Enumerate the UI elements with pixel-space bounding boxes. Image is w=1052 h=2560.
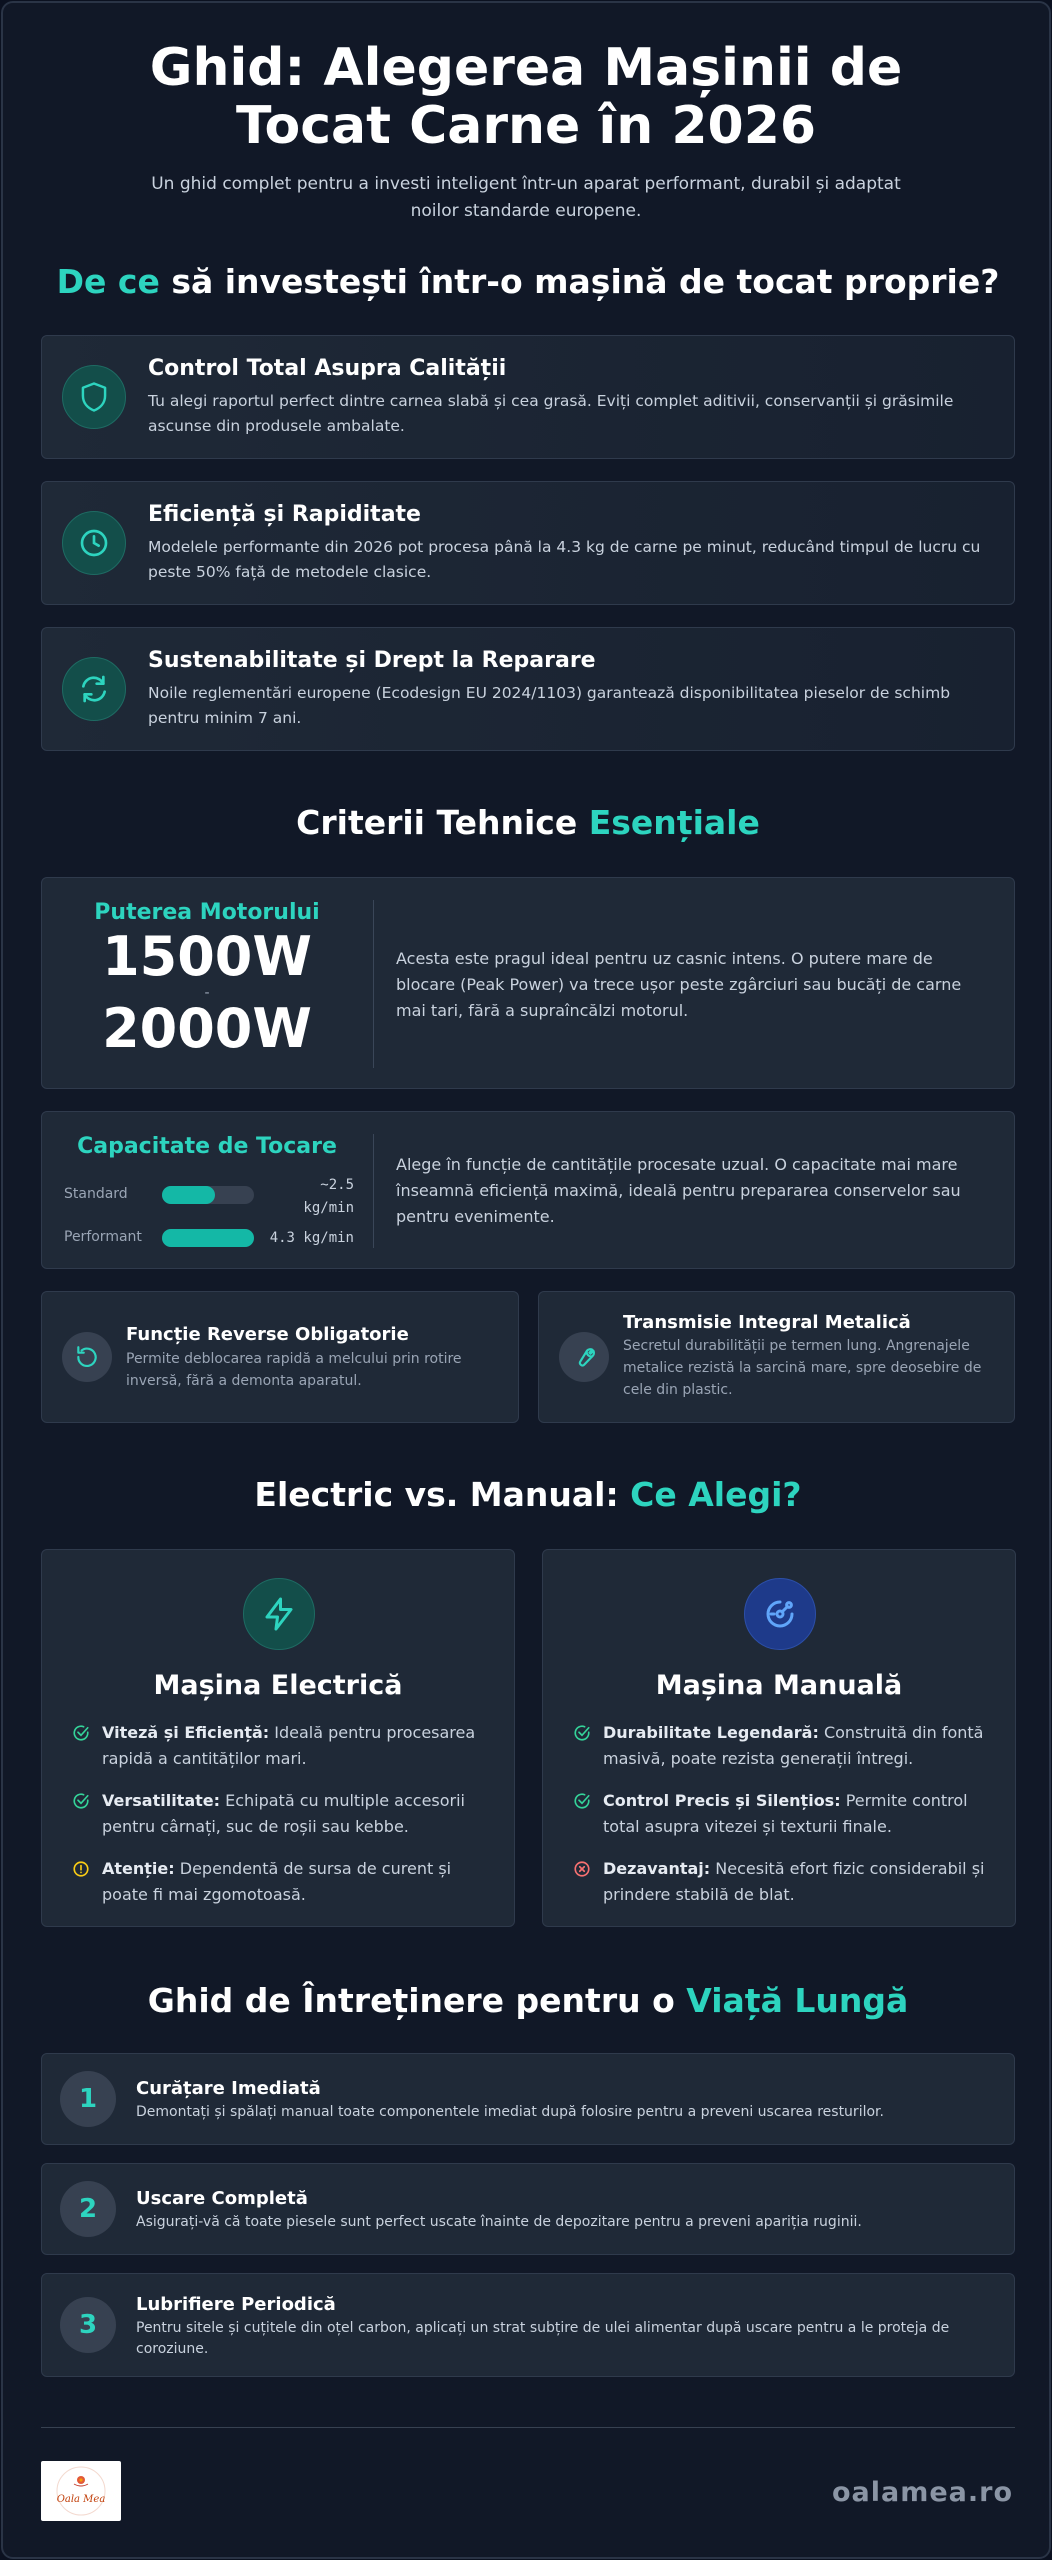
capacity-card — [41, 1111, 1015, 1269]
check-circle-icon — [72, 1792, 90, 1818]
footer-logo-text: Oala Mea — [56, 2494, 106, 2505]
refresh-icon — [62, 657, 126, 721]
electric-item: Viteză și Eficiență: Ideală pentru procesarea rapidă a cantităților mari. — [72, 1720, 492, 1772]
maintenance-step — [41, 2053, 1015, 2145]
manual-item: Durabilitate Legendară: Construită din fontă masivă, poate rezista generații întregi. — [573, 1720, 993, 1772]
power-separator: - — [204, 985, 210, 1001]
step-text: Demontați și spălați manual toate componentele imediat după folosire pentru a preveni uscarea resturilor. — [136, 2104, 884, 2120]
why-item-title: Eficiență și Rapiditate — [148, 502, 421, 527]
manual-item: Control Precis și Silențios: Permite control total asupra vitezei și texturii finale. — [573, 1788, 993, 1840]
page-title: Ghid: Alegerea Mașinii de Tocat Carne în 2026 — [149, 38, 903, 156]
clock-icon — [62, 511, 126, 575]
criteria-section-title: Criterii Tehnice Esențiale — [296, 803, 760, 842]
capacity-row-label: Standard — [64, 1186, 128, 1202]
capacity-description: Alege în funcție de cantitățile procesate uzual. O capacitate mai mare înseamnă eficiență maximă, ideală pentru prepararea conservelor sau pentru evenimente. — [396, 1155, 961, 1226]
wrench-icon — [559, 1332, 609, 1382]
manual-title: Mașina Manuală — [655, 1670, 903, 1701]
maintenance-step — [41, 2273, 1015, 2377]
pot-logo-icon — [41, 2461, 121, 2521]
divider — [373, 900, 374, 1068]
feature-text: Permite deblocarea rapidă a melcului prin rotire inversă, fără a demonta aparatul. — [126, 1351, 462, 1389]
capacity-row-value: ~2.5 kg/min — [303, 1177, 354, 1216]
electric-item: Versatilitate: Echipată cu multiple accesorii pentru cârnați, suc de roșii sau kebbe. — [72, 1788, 492, 1840]
capacity-row-value: 4.3 kg/min — [269, 1230, 354, 1246]
power-value-max: 2000W — [102, 997, 312, 1060]
feature-card-reverse — [41, 1291, 519, 1423]
capacity-bar-fill — [162, 1229, 254, 1247]
power-card — [41, 877, 1015, 1089]
why-item-title: Sustenabilitate și Drept la Reparare — [148, 648, 596, 673]
step-title: Lubrifiere Periodică — [136, 2294, 336, 2315]
check-circle-icon — [72, 1724, 90, 1750]
reverse-icon — [62, 1332, 112, 1382]
check-circle-icon — [573, 1724, 591, 1750]
power-value-min: 1500W — [102, 925, 312, 988]
x-circle-icon — [573, 1860, 591, 1886]
why-card-efficiency — [41, 481, 1015, 605]
why-item-text: Tu alegi raportul perfect dintre carnea slabă și cea grasă. Eviți complet aditivii, conservanții și grăsimile ascunse din produsele ambalate. — [148, 392, 954, 435]
electric-title: Mașina Electrică — [153, 1670, 403, 1701]
step-number: 1 — [60, 2071, 116, 2127]
warning-circle-icon — [72, 1860, 90, 1886]
step-title: Uscare Completă — [136, 2188, 308, 2209]
capacity-label: Capacitate de Tocare — [77, 1134, 337, 1159]
feature-text: Secretul durabilității pe termen lung. Angrenajele metalice rezistă la sarcină mare, spre deosebire de cele din plastic. — [623, 1338, 982, 1398]
capacity-bar-standard — [162, 1186, 254, 1204]
shield-icon — [62, 365, 126, 429]
capacity-row-label: Performant — [64, 1229, 142, 1245]
compare-section-title: Electric vs. Manual: Ce Alegi? — [254, 1475, 802, 1514]
lightning-icon — [243, 1578, 315, 1650]
electric-item: Atenție: Dependentă de sursa de curent și poate fi mai zgomotoasă. — [72, 1856, 492, 1908]
manual-card — [542, 1549, 1016, 1927]
capacity-bar-fill — [162, 1186, 215, 1204]
why-item-text: Noile reglementări europene (Ecodesign EU 2024/1103) garantează disponibilitatea pieselor de schimb pentru minim 7 ani. — [148, 684, 951, 727]
step-text: Pentru sitele și cuțitele din oțel carbon, aplicați un strat subțire de ulei alimentar după uscare pentru a le proteja de coroziune. — [136, 2320, 950, 2357]
check-circle-icon — [573, 1792, 591, 1818]
electric-card — [41, 1549, 515, 1927]
power-description: Acesta este pragul ideal pentru uz casnic intens. O putere mare de blocare (Peak Power) va trece ușor peste zgârciuri sau bucăți de carne mai tari, fără a supraîncălzi motorul. — [396, 949, 962, 1020]
why-section-title: De ce să investești într-o mașină de tocat proprie? — [56, 262, 1000, 301]
divider — [373, 1134, 374, 1248]
footer-site-link[interactable]: oalamea.ro — [831, 2477, 1013, 2508]
page-subtitle: Un ghid complet pentru a investi inteligent într-un aparat performant, durabil și adaptat noilor standarde europene. — [151, 174, 901, 221]
capacity-bar-performant — [162, 1229, 254, 1247]
infographic-page — [1, 1, 1051, 2559]
footer-logo — [41, 2461, 121, 2521]
why-item-text: Modelele performante din 2026 pot procesa până la 4.3 kg de carne pe minut, reducând timpul de lucru cu peste 50% față de metodele clasice. — [148, 538, 981, 581]
why-card-quality — [41, 335, 1015, 459]
step-number: 2 — [60, 2181, 116, 2237]
manual-crank-icon — [744, 1578, 816, 1650]
step-number: 3 — [60, 2297, 116, 2353]
why-card-sustainability — [41, 627, 1015, 751]
hero — [3, 3, 1049, 225]
feature-title: Transmisie Integral Metalică — [623, 1312, 911, 1333]
why-item-title: Control Total Asupra Calității — [148, 356, 507, 381]
footer-divider — [41, 2427, 1015, 2428]
manual-item: Dezavantaj: Necesită efort fizic considerabil și prindere stabilă de blat. — [573, 1856, 993, 1908]
feature-card-transmission — [538, 1291, 1015, 1423]
feature-title: Funcție Reverse Obligatorie — [126, 1324, 409, 1345]
maintenance-step — [41, 2163, 1015, 2255]
power-label: Puterea Motorului — [94, 900, 320, 925]
step-title: Curățare Imediată — [136, 2078, 321, 2099]
maintenance-section-title: Ghid de Întreținere pentru o Viață Lungă — [147, 1981, 909, 2020]
step-text: Asigurați-vă că toate piesele sunt perfect uscate înainte de depozitare pentru a preveni apariția ruginii. — [136, 2214, 862, 2230]
